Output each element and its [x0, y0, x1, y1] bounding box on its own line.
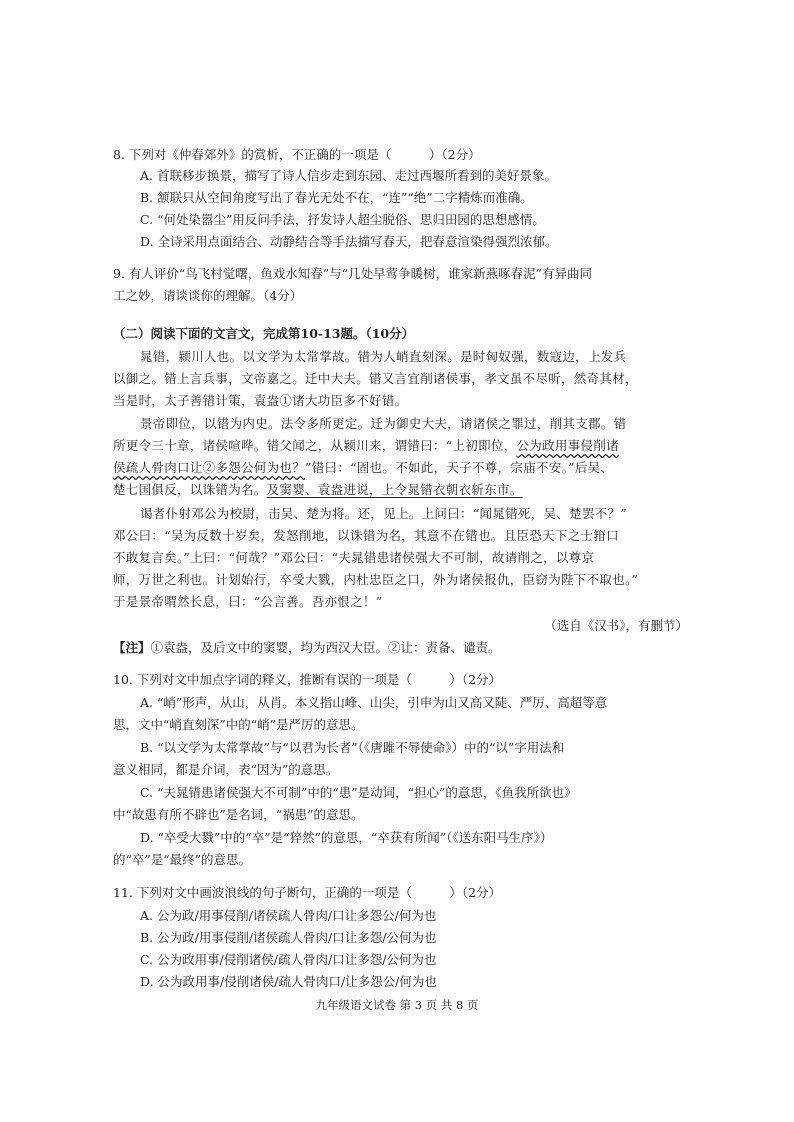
- note-label: 【注】: [113, 640, 151, 655]
- section2-heading: （二）阅读下面的文言文，完成第10-13题。（10分）: [113, 326, 415, 341]
- q11-option-c: C. 公为政用事/侵削诸侯/疏人骨肉/口让多怨/公何为也: [140, 952, 437, 967]
- q10-option-b-line2: 意义相同，都是介词，表“因为”的意思。: [113, 762, 339, 777]
- q11-option-d: D. 公为政用事/侵削诸侯/疏人骨肉口/让多怨公/何为也: [140, 974, 437, 989]
- passage-p2-line4: [113, 480, 523, 500]
- passage-p2-line1: 景帝即位，以错为内史。法令多所更定。迁为御史大夫，请诸侯之罪过，削其支郡。错: [140, 416, 627, 431]
- page-footer: 九年级语文试卷 第 3 页 共 8 页: [315, 998, 479, 1012]
- passage-p2-line4-text: 楚七国俱反，以诛错为名。: [113, 482, 267, 497]
- passage-source: （选自《汉书》，有删节）: [544, 618, 688, 633]
- q10-option-a-line2: 思，文中“峭直刻深”中的“峭”是严厉的意思。: [113, 717, 364, 732]
- q11-option-a: A. 公为政/用事侵削/诸侯疏人骨肉/口让多怨公/何为也: [140, 908, 437, 923]
- note-text: ①袁盎，及后文中的窦婴，均为西汉大臣。②让：责备、谴责。: [150, 640, 501, 655]
- wavy-underlined-sentence-part2: 侯疏人骨肉口让②多怨公何为也？: [113, 460, 306, 475]
- q10-option-a-line1: A. “峭”形声，从山，从肖。本义指山峰、山尖，引申为山又高又陡、严厉、高超等意: [140, 695, 608, 710]
- q8-option-c: C. “何处染嚣尘”用反问手法，抒发诗人超尘脱俗、思归田园的思想感情。: [140, 212, 545, 227]
- q8-stem: 8. 下列对《仲春郊外》的赏析，不正确的一项是（ ）（2分）: [113, 147, 481, 162]
- passage-p2-line2: [113, 436, 619, 456]
- q9-stem-line1: 9. 有人评价“鸟飞村觉曙，鱼戏水知春”与“几处早莺争暖树，谁家新燕啄春泥”有异曲同: [113, 266, 592, 281]
- q8-option-a: A. 首联移步换景，描写了诗人信步走到东园、走过西堰所看到的美好景象。: [140, 168, 557, 183]
- q8-option-d: D. 全诗采用点面结合、动静结合等手法描写春天，把春意渲染得强烈浓郁。: [140, 234, 558, 249]
- passage-note: [113, 638, 501, 658]
- underlined-sentence: 及窦婴、袁盎进说，上令晁错衣朝衣斩东市。: [266, 482, 523, 497]
- q11-option-b: B. 公为政/用事侵削/诸侯疏人骨肉/口让多怨/公何为也: [140, 930, 437, 945]
- passage-p1-line1: 晁错，颍川人也。以文学为太常掌故。错为人峭直刻深。是时匈奴强，数寇边，上发兵: [140, 349, 627, 364]
- q10-option-b-line1: B. “以文学为太常掌故”与“以君为长者”（《唐雎不辱使命》）中的“以”字用法和: [140, 740, 565, 755]
- q10-option-c-line1: C. “夫晁错患诸侯强大不可制”中的“患”是动词，“担心”的意思，《鱼我所欲也》: [140, 785, 577, 800]
- q10-option-d-line1: D. “卒受大戮”中的“卒”是“猝然”的意思，“卒获有所闻”（《送东阳马生序》）: [140, 830, 553, 845]
- q10-option-c-line2: 中“故患有所不辟也”是名词，“祸患”的意思。: [113, 807, 364, 822]
- passage-p3-line5: 于是景帝喟然长息，曰：“公言善。吾亦恨之！”: [113, 594, 383, 609]
- q8-option-b: B. 颔联只从空间角度写出了春光无处不在，“连”“绝”二字精炼而准确。: [140, 190, 533, 205]
- passage-p3-line2: 邓公曰：“吴为反数十岁矣，发怒削地，以诛错为名，其意不在错也。且臣恐天下之士箝口: [113, 528, 619, 543]
- q9-stem-line2: 工之妙，请谈谈你的理解。（4分）: [113, 288, 303, 303]
- passage-p1-line2: 以御之。错上言兵事，文帝嘉之。迁中大夫。错又言宜削诸侯事，孝文虽不尽听，然奇其材，: [113, 371, 638, 386]
- q10-option-d-line2: 的“卒”是“最终”的意思。: [113, 852, 252, 867]
- passage-p2-line3: [113, 458, 613, 478]
- passage-p1-line3: 当是时，太子善错计策，袁盎①诸大功臣多不好错。: [113, 393, 408, 408]
- passage-p2-line3-text: ”错曰：“固也。不如此，天子不尊，宗庙不安。”后吴、: [305, 460, 614, 475]
- q11-stem: 11. 下列对文中画波浪线的句子断句，正确的一项是（ ）（2分）: [113, 885, 502, 900]
- wavy-underlined-sentence-part1: 公为政用事侵削诸: [516, 438, 619, 453]
- passage-p2-line2-text: 所更令三十章，诸侯喧哗。错父闻之，从颍川来，谓错曰：“上初即位，: [113, 438, 517, 453]
- passage-p3-line1: 谒者仆射邓公为校尉，击吴、楚为将。还，见上。上问曰：“闻晁错死，吴、楚罢不？”: [140, 506, 627, 521]
- passage-p3-line4: 师，万世之利也。计划始行，卒受大戮，内杜忠臣之口，外为诸侯报仇，臣窃为陛下不取也。”: [113, 572, 639, 587]
- q10-stem: 10. 下列对文中加点字词的释义，推断有误的一项是（ ）（2分）: [113, 672, 502, 687]
- passage-p3-line3: 不敢复言矣。”上曰：“何哉？”邓公曰：“夫晁错患诸侯强大不可制，故请削之，以尊京: [113, 550, 595, 565]
